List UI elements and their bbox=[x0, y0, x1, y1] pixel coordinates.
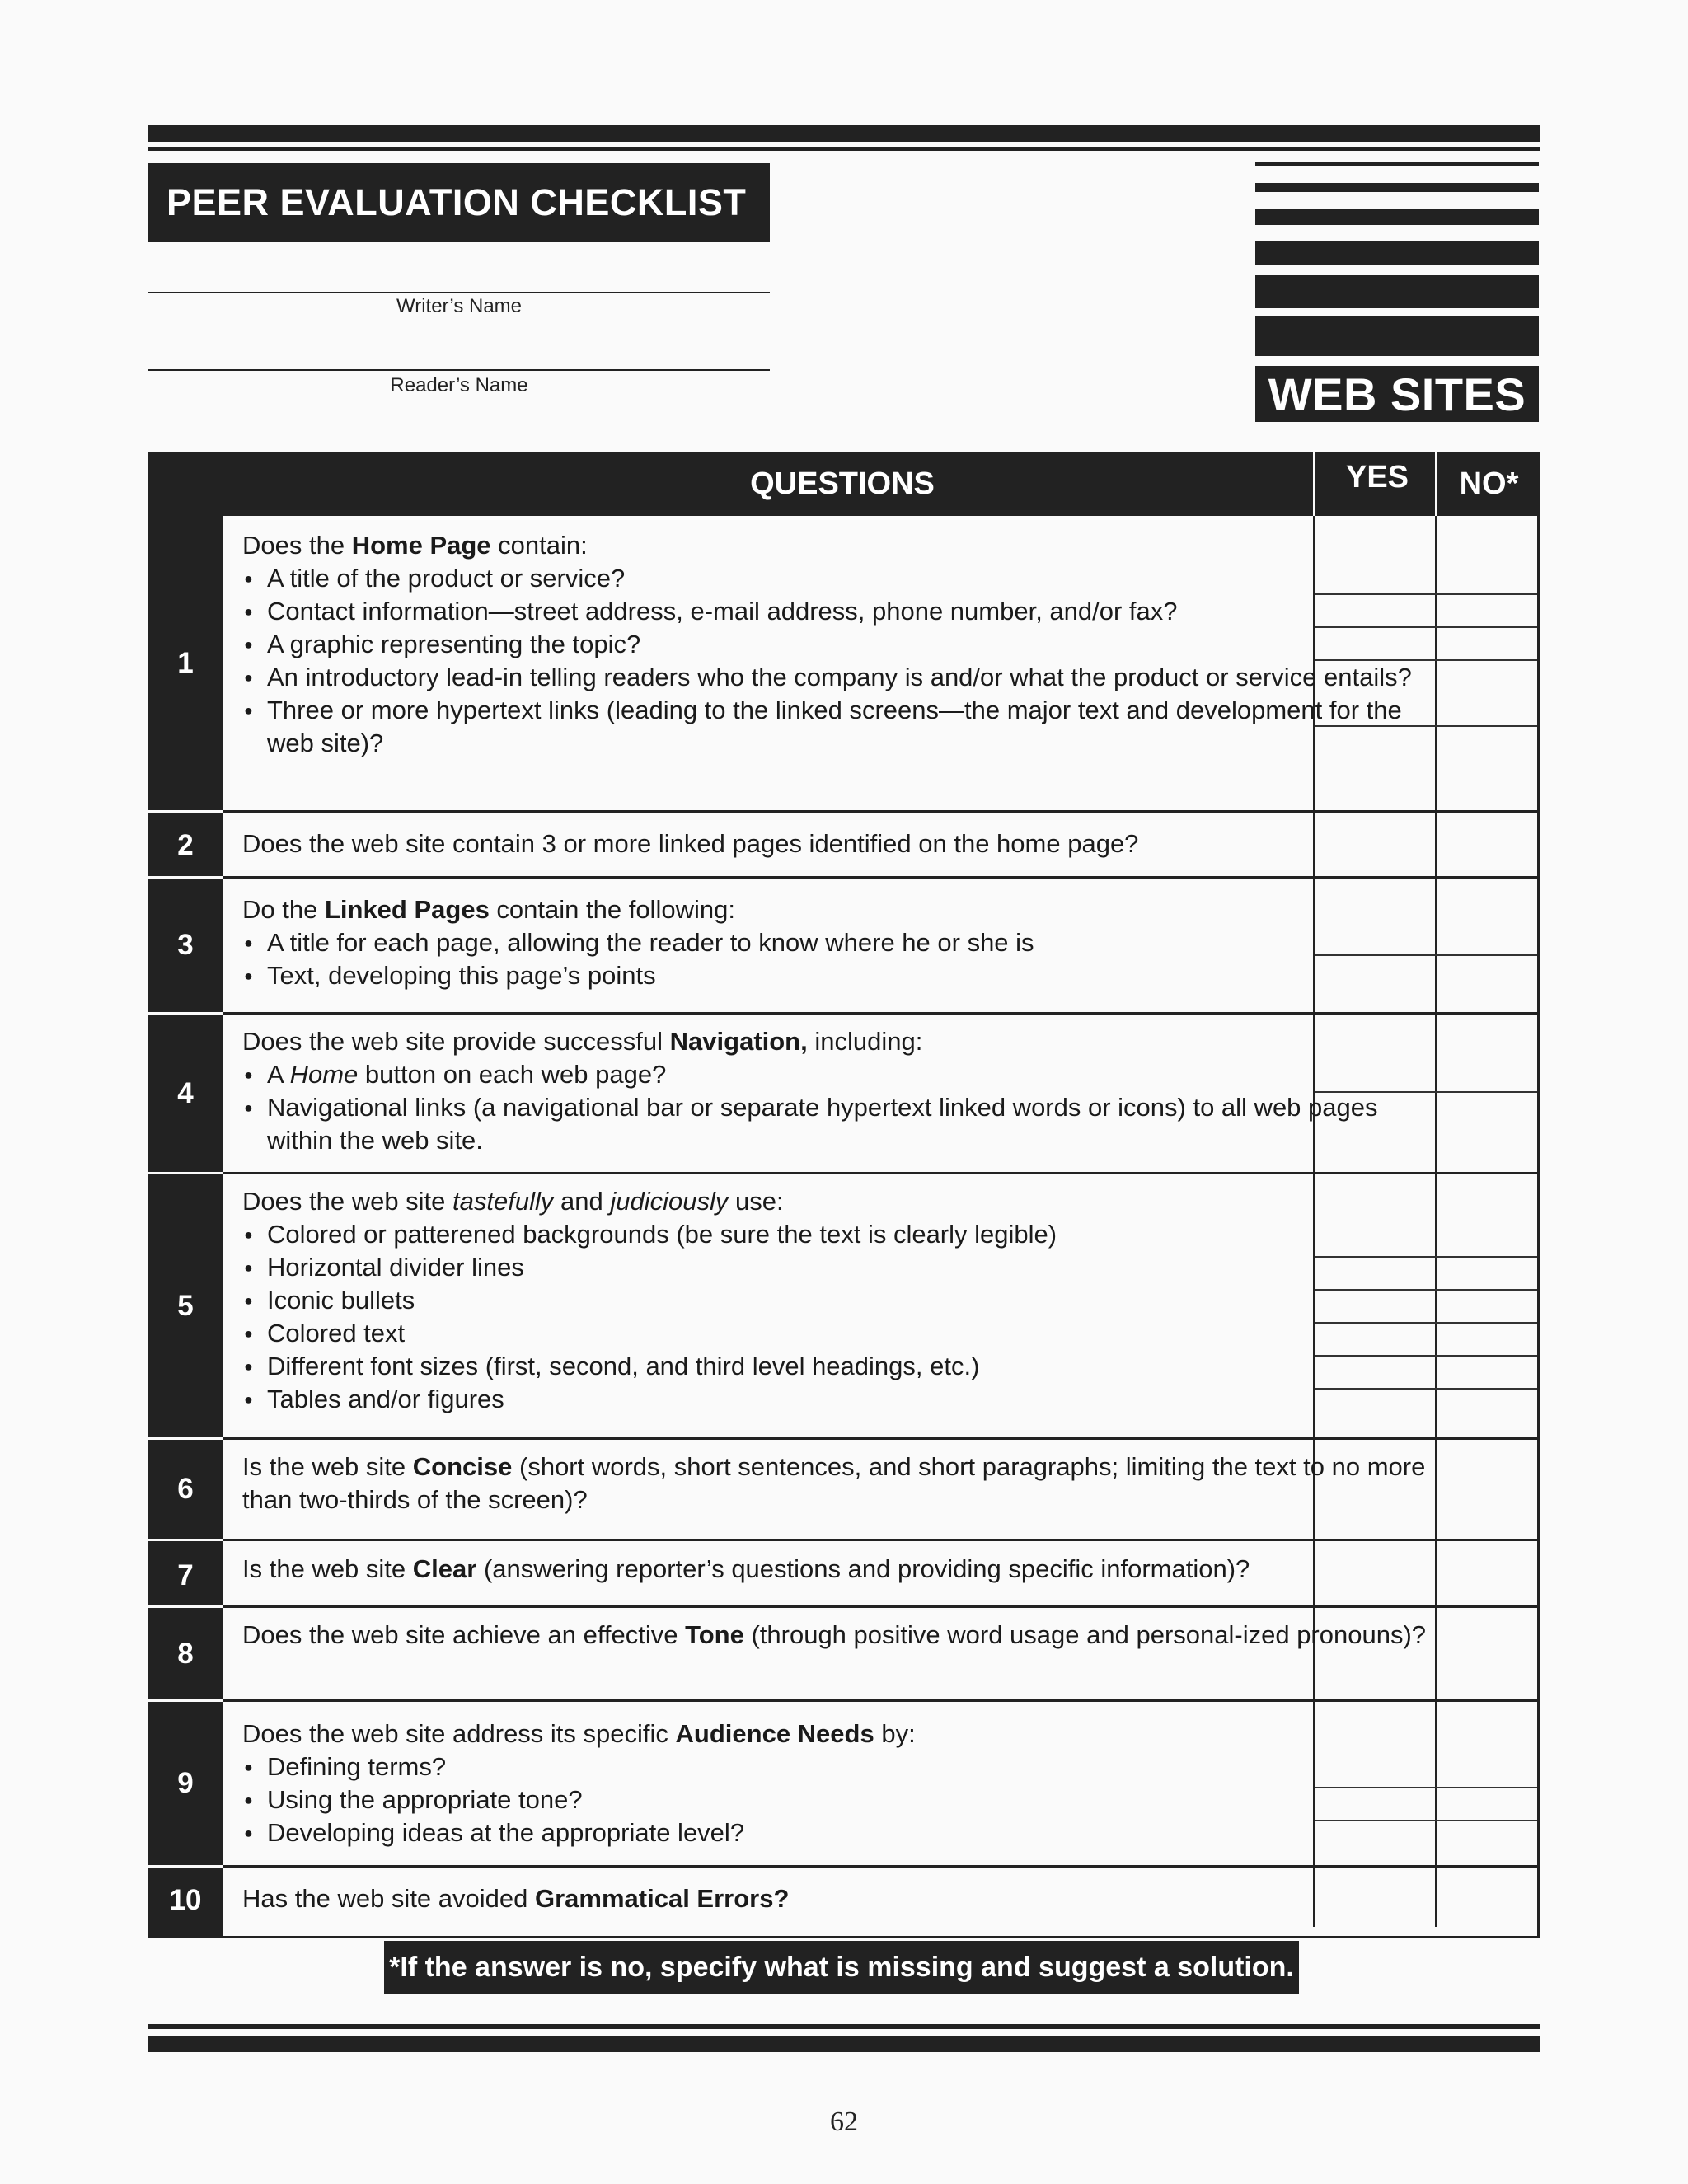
bottom-rule-thin bbox=[148, 2024, 1540, 2029]
footnote-banner bbox=[384, 1941, 1299, 1994]
stripe bbox=[1255, 209, 1539, 225]
stripe bbox=[1255, 162, 1539, 166]
page-title: PEER EVALUATION CHECKLIST bbox=[166, 181, 747, 223]
question-4 bbox=[242, 1025, 1429, 1157]
question-1 bbox=[242, 529, 1429, 760]
row-number: 6 bbox=[177, 1473, 194, 1505]
question-intro: Do the Linked Pages contain the following: bbox=[242, 895, 735, 924]
bullet-item: ● Contact information—street address, e-mail address, phone number, and/or fax? bbox=[242, 595, 1429, 628]
row-number: 1 bbox=[177, 646, 194, 679]
bottom-border bbox=[148, 1936, 1540, 1938]
reader-name-line[interactable] bbox=[148, 369, 770, 371]
question-9 bbox=[242, 1718, 1429, 1849]
top-rule-thin bbox=[148, 147, 1540, 151]
topic-banner bbox=[1255, 366, 1539, 422]
stripe bbox=[1255, 183, 1539, 192]
question-3 bbox=[242, 893, 1429, 992]
row-number: 5 bbox=[177, 1289, 194, 1322]
bullet-item: ● Text, developing this page’s points bbox=[242, 959, 1429, 992]
checklist-title-banner bbox=[148, 163, 770, 242]
row-number: 3 bbox=[177, 929, 194, 961]
bullet-item: ● Colored or patterened backgrounds (be sure the text is clearly legible) bbox=[242, 1218, 1429, 1251]
row-number: 10 bbox=[169, 1884, 202, 1916]
stripe bbox=[1255, 316, 1539, 356]
bullet-item: ● A graphic representing the topic? bbox=[242, 628, 1429, 661]
header-no-divider bbox=[1435, 452, 1437, 516]
bullet-item: ● Colored text bbox=[242, 1317, 1429, 1350]
bullet-item: ● Horizontal divider lines bbox=[242, 1251, 1429, 1284]
right-border bbox=[1537, 452, 1540, 1938]
row-number: 9 bbox=[177, 1767, 194, 1799]
questions-header: QUESTIONS bbox=[750, 466, 935, 501]
bullet-item: ● Three or more hypertext links (leading to the linked screens—the major text and development for the web site)? bbox=[242, 694, 1429, 760]
bullet-item: ● Developing ideas at the appropriate level? bbox=[242, 1816, 1429, 1849]
bullet-item: ● Navigational links (a navigational bar or separate hypertext linked words or icons) to all web pages within the web site. bbox=[242, 1091, 1429, 1157]
row-number: 2 bbox=[177, 829, 194, 861]
question-8: Does the web site achieve an effective Tone (through positive word usage and personal-ized pronouns)? bbox=[242, 1620, 1427, 1649]
page-number: 62 bbox=[830, 2107, 858, 2137]
top-rule-thick bbox=[148, 125, 1540, 142]
question-5 bbox=[242, 1185, 1429, 1416]
writer-name-line[interactable] bbox=[148, 292, 770, 293]
question-intro: Does the web site tastefully and judiciously use: bbox=[242, 1187, 784, 1216]
bullet-item: ● A title of the product or service? bbox=[242, 562, 1429, 595]
reader-name-label: Reader’s Name bbox=[390, 374, 528, 396]
checklist-table bbox=[148, 452, 1540, 1938]
row-number: 8 bbox=[177, 1637, 194, 1670]
no-checkbox-area[interactable] bbox=[1437, 518, 1537, 1936]
header-yes-divider bbox=[1313, 452, 1315, 516]
stripe bbox=[1255, 241, 1539, 265]
question-10: Has the web site avoided Grammatical Errors? bbox=[242, 1884, 790, 1913]
row-number: 7 bbox=[177, 1559, 194, 1591]
question-2: Does the web site contain 3 or more linked pages identified on the home page? bbox=[242, 829, 1139, 858]
question-intro: Does the Home Page contain: bbox=[242, 531, 588, 560]
bullet-item: ● Using the appropriate tone? bbox=[242, 1783, 1429, 1816]
question-7: Is the web site Clear (answering reporter’s questions and providing specific information)? bbox=[242, 1554, 1250, 1583]
question-6: Is the web site Concise (short words, short sentences, and short paragraphs; limiting the text to no more than two-thirds of the screen)? bbox=[242, 1452, 1426, 1514]
stripe bbox=[1255, 275, 1539, 308]
bottom-rule-thick bbox=[148, 2036, 1540, 2052]
bullet-item: ● A title for each page, allowing the reader to know where he or she is bbox=[242, 926, 1429, 959]
question-intro: Does the web site provide successful Navigation, including: bbox=[242, 1027, 923, 1056]
bullet-item: ● Iconic bullets bbox=[242, 1284, 1429, 1317]
bullet-item: ● Different font sizes (first, second, and third level headings, etc.) bbox=[242, 1350, 1429, 1383]
bullet-item: ● A Home button on each web page? bbox=[242, 1058, 1429, 1091]
yes-header: YES bbox=[1345, 459, 1409, 494]
bullet-item: ● Defining terms? bbox=[242, 1750, 1429, 1783]
writer-name-label: Writer’s Name bbox=[396, 295, 523, 317]
no-header: NO* bbox=[1459, 466, 1519, 501]
bullet-item: ● An introductory lead-in telling readers who the company is and/or what the product or service entails? bbox=[242, 661, 1429, 694]
bullet-item: ● Tables and/or figures bbox=[242, 1383, 1429, 1416]
question-intro: Does the web site address its specific Audience Needs by: bbox=[242, 1719, 916, 1748]
row-number: 4 bbox=[177, 1076, 194, 1109]
footnote-text: *If the answer is no, specify what is missing and suggest a solution. bbox=[389, 1951, 1294, 1983]
topic-title: WEB SITES bbox=[1268, 368, 1526, 420]
